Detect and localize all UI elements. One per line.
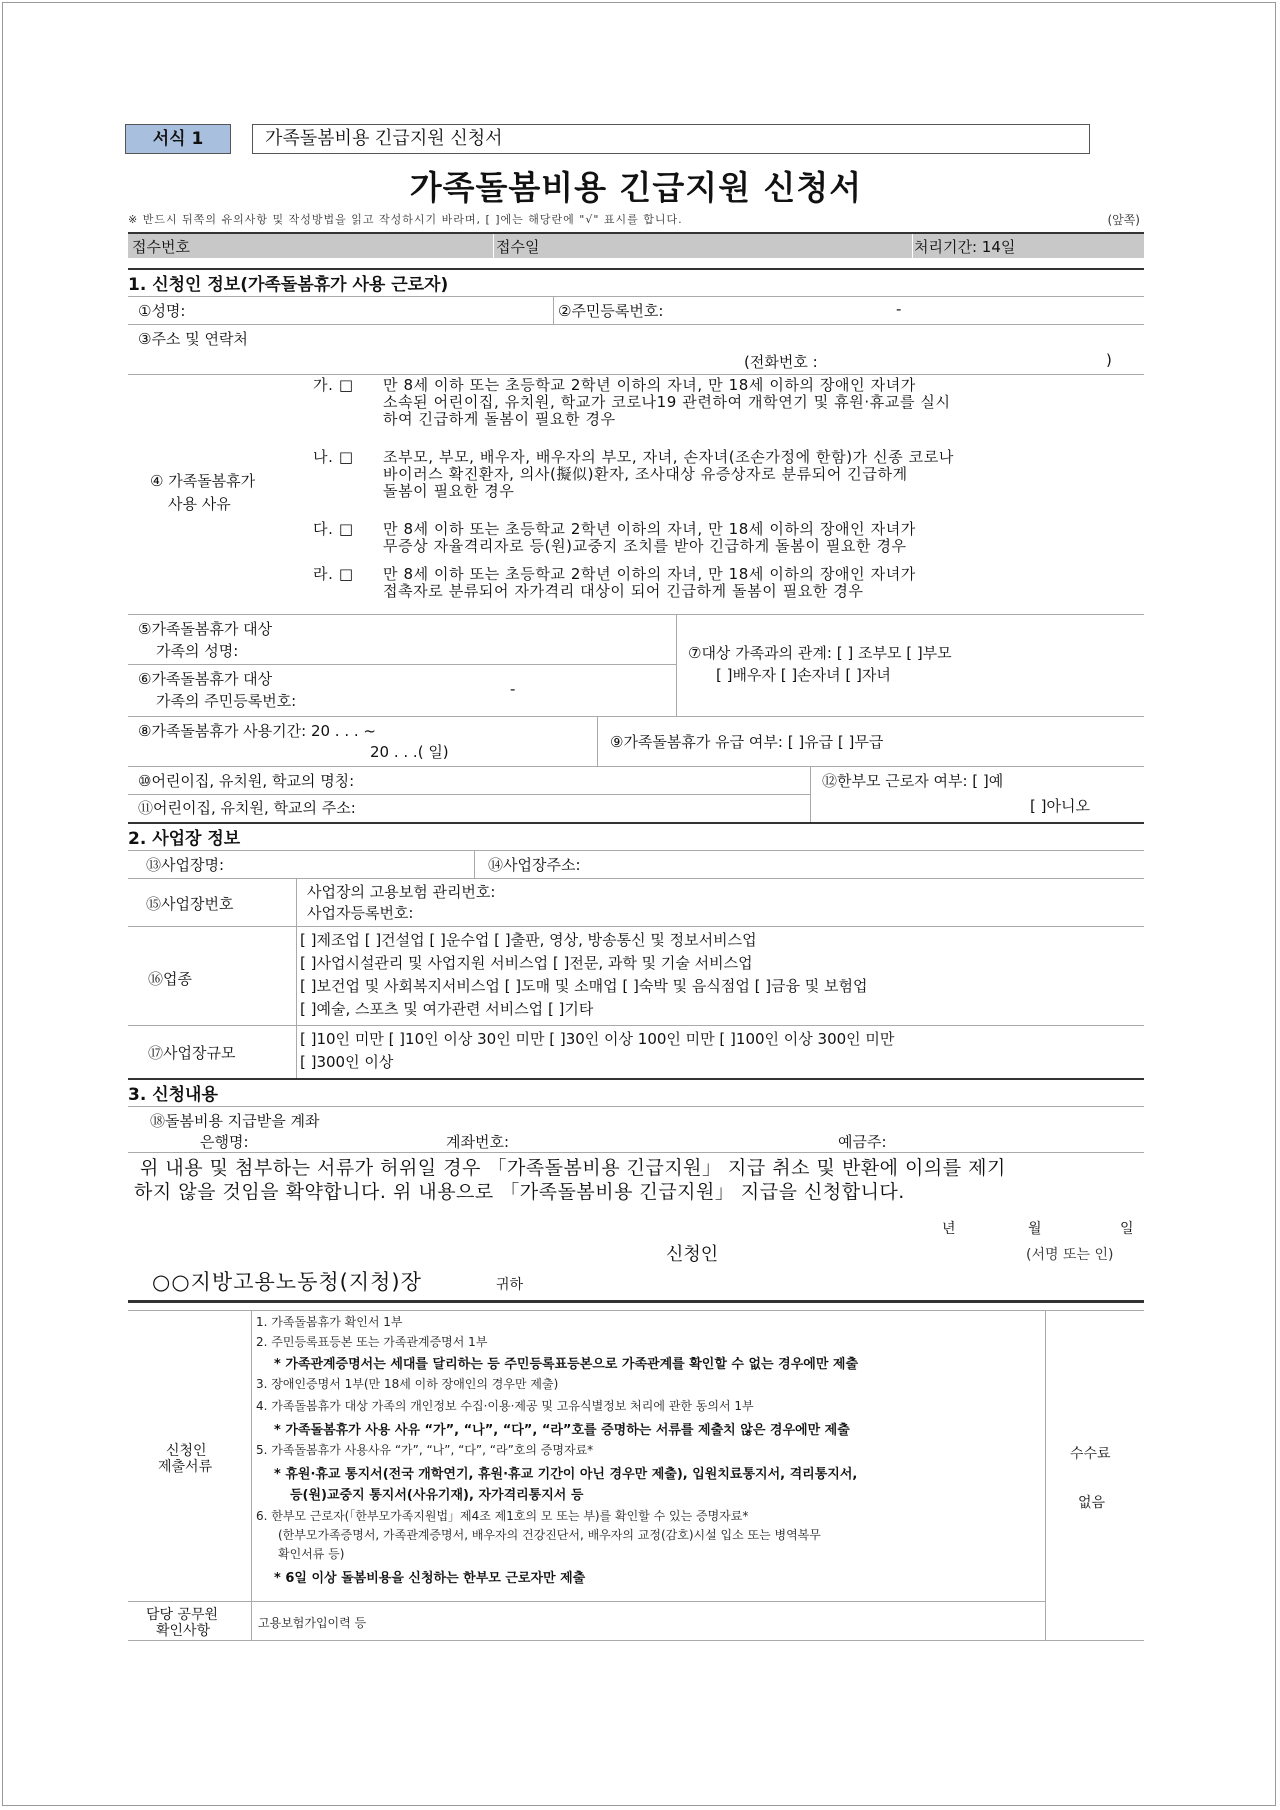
reason-label-2: 사용 사유 [168, 495, 231, 513]
phone-close: ) [1106, 351, 1112, 369]
reason-a-mark[interactable]: 가. □ [313, 376, 354, 394]
applicant-name-label: ①성명: [138, 302, 186, 320]
notice-text: ※ 반드시 뒤쪽의 유의사항 및 작성방법을 읽고 작성하시기 바라며, [ ]에는 해당란에 "√" 표시를 합니다. [128, 213, 683, 226]
business-registration-number-label: 사업자등록번호: [307, 904, 414, 922]
reason-b-mark[interactable]: 나. □ [313, 448, 354, 466]
industry-label: ⑯업종 [148, 970, 192, 988]
reason-d-text: 만 8세 이하 또는 초등학교 2학년 이하의 자녀, 만 18세 이하의 장애인 자녀가 접촉자로 분류되어 자가격리 대상이 되어 긴급하게 돌봄이 필요한 경우 [383, 565, 916, 600]
employment-insurance-number-label: 사업장의 고용보험 관리번호: [307, 883, 496, 901]
reason-d-mark[interactable]: 라. □ [313, 565, 354, 583]
official-check-label-1: 담당 공무원 [146, 1607, 219, 1623]
applicant-label: 신청인 [666, 1244, 719, 1265]
reason-label-1: ④ 가족돌봄휴가 [150, 472, 256, 490]
front-side-label: (앞쪽) [1107, 213, 1140, 227]
attachments-label-2: 제출서류 [158, 1459, 213, 1475]
addressee-suffix: 귀하 [496, 1277, 524, 1293]
workplace-size-label: ⑰사업장규모 [148, 1044, 236, 1062]
phone-label: (전화번호 : [744, 353, 818, 371]
attachments-label-1: 신청인 [166, 1443, 207, 1459]
school-name-label: ⑩어린이집, 유치원, 학교의 명칭: [138, 772, 355, 790]
single-parent-yes[interactable]: ⑫한부모 근로자 여부: [ ]예 [822, 772, 1004, 790]
form-tag: 서식 1 [125, 124, 231, 154]
applicant-rrn-dash: - [896, 300, 902, 318]
receipt-date-label: 접수일 [496, 238, 540, 256]
date-month: 월 [1028, 1221, 1042, 1237]
date-day: 일 [1120, 1221, 1134, 1237]
single-parent-no[interactable]: [ ]아니오 [1030, 797, 1090, 815]
reason-c-text: 만 8세 이하 또는 초등학교 2학년 이하의 자녀, 만 18세 이하의 장애인 자녀가 무증상 자율격리자로 등(원)교중지 조치를 받아 긴급하게 돌봄이 필요한 경우 [383, 520, 916, 555]
workplace-number-label: ⑮사업장번호 [146, 895, 234, 913]
account-number-label: 계좌번호: [446, 1133, 510, 1151]
reason-c-mark[interactable]: 다. □ [313, 520, 354, 538]
processing-period: 처리기간: 14일 [914, 238, 1016, 256]
workplace-name-label: ⑬사업장명: [146, 856, 225, 874]
bank-name-label: 은행명: [200, 1133, 249, 1151]
receipt-bar [128, 232, 1144, 258]
attachments-list: 1. 가족돌봄휴가 확인서 1부 2. 주민등록표등본 또는 가족관계증명서 1부 * 가족관계증명서는 세대를 달리하는 등 주민등록표등본으로 가족관계를 확인할 수 없는 경우에만 제출 3. 장애인증명서 1부(만 18세 이하 장애인의 경우만 제출) 4. 가족돌봄휴가 대상 가족의 개인정보 수집·이용·제공 및 고유식별정보 처리에 관한 동의서 1부 * 가족돌봄휴가 사용 사유 “가”, “나”, “다”, “라”호를 증명하는 서류를 제출치 않은 경우에만 제출 5. 가족돌봄휴가 사용사유 “가”, “나”, “다”, “라”호의 증명자료* * 휴원·휴교 통지서(전국 개학연기, 휴원·휴교 기간이 아닌 경우만 제출), 입원치료통지서, 격리통지서, 등(원)교중지 통지서(사유기재), 자가격리통지서 등 6. 한부모 근로자(「한부모가족지원법」제4조 제1호의 모 또는 부)를 확인할 수 있는 증명자료* (한부모가족증명서, 가족관계증명서, 배우자의 건강진단서, 배우자의 교정(감호)시설 입소 또는 병역복무 확인서류 등) * 6일 이상 돌봄비용을 신청하는 한부모 근로자만 제출 [256, 1315, 859, 1586]
declaration-text: 위 내용 및 첨부하는 서류가 허위일 경우 「가족돌봄비용 긴급지원」 지급 취소 및 반환에 이의를 제기 하지 않을 것임을 확약합니다. 위 내용으로 「가족돌봄비용 긴급지원」 지급을 신청합니다. [134, 1157, 1006, 1203]
relation-line-1[interactable]: ⑦대상 가족과의 관계: [ ] 조부모 [ ]부모 [688, 644, 952, 662]
address-contact-label: ③주소 및 연락처 [138, 330, 248, 348]
school-address-label: ⑪어린이집, 유치원, 학교의 주소: [138, 799, 356, 817]
family-rrn-label-2: 가족의 주민등록번호: [156, 692, 297, 710]
page-title: 가족돌봄비용 긴급지원 신청서 [409, 168, 863, 207]
date-year: 년 [942, 1221, 956, 1237]
family-rrn-label-1: ⑥가족돌봄휴가 대상 [138, 670, 273, 688]
relation-line-2[interactable]: [ ]배우자 [ ]손자녀 [ ]자녀 [716, 666, 891, 684]
workplace-size-options[interactable]: [ ]10인 미만 [ ]10인 이상 30인 미만 [ ]30인 이상 100인 미만 [ ]100인 이상 300인 미만 [ ]300인 이상 [300, 1030, 895, 1071]
reason-a-text: 만 8세 이하 또는 초등학교 2학년 이하의 자녀, 만 18세 이하의 장애인 자녀가 소속된 어린이집, 유치원, 학교가 코로나19 관련하여 개학연기 및 휴원·휴교를 실시 하여 긴급하게 돌봄이 필요한 경우 [383, 376, 951, 428]
fee-value: 없음 [1078, 1495, 1106, 1511]
fee-label: 수수료 [1070, 1446, 1111, 1462]
official-check-text: 고용보험가입이력 등 [258, 1616, 367, 1630]
addressee: ○○지방고용노동청(지청)장 [152, 1270, 422, 1294]
bank-account-label: ⑱돌봄비용 지급받을 계좌 [150, 1112, 320, 1130]
industry-options[interactable]: [ ]제조업 [ ]건설업 [ ]운수업 [ ]출판, 영상, 방송통신 및 정보서비스업 [ ]사업시설관리 및 사업지원 서비스업 [ ]전문, 과학 및 기술 서비스업 [ ]보건업 및 사회복지서비스업 [ ]도매 및 소매업 [ ]숙박 및 음식점업 [ ]금융 및 보험업 [ ]예술, 스포츠 및 여가관련 서비스업 [ ]기타 [300, 931, 868, 1018]
leave-period-line-1: ⑧가족돌봄휴가 사용기간: 20 . . . ~ [138, 722, 376, 740]
family-rrn-dash: - [510, 680, 516, 698]
family-name-label-1: ⑤가족돌봄휴가 대상 [138, 620, 273, 638]
family-name-label-2: 가족의 성명: [156, 642, 239, 660]
account-holder-label: 예금주: [838, 1133, 887, 1151]
section3-title: 3. 신청내용 [128, 1085, 218, 1105]
official-check-label-2: 확인사항 [156, 1623, 211, 1639]
leave-period-line-2: 20 . . .( 일) [370, 743, 449, 761]
reason-b-text: 조부모, 부모, 배우자, 배우자의 부모, 자녀, 손자녀(조손가정에 한함)가 신종 코로나 바이러스 확진환자, 의사(擬似)환자, 조사대상 유증상자로 분류되어 긴급하게 돌봄이 필요한 경우 [383, 448, 954, 500]
receipt-number-label: 접수번호 [132, 238, 190, 256]
paid-leave-line[interactable]: ⑨가족돌봄휴가 유급 여부: [ ]유급 [ ]무급 [610, 733, 884, 751]
signature-label: (서명 또는 인) [1026, 1247, 1114, 1263]
workplace-address-label: ⑭사업장주소: [488, 856, 581, 874]
form-name-box: 가족돌봄비용 긴급지원 신청서 [252, 124, 1090, 154]
section1-title: 1. 신청인 정보(가족돌봄휴가 사용 근로자) [128, 275, 449, 295]
applicant-rrn-label: ②주민등록번호: [558, 302, 664, 320]
section2-title: 2. 사업장 정보 [128, 829, 241, 849]
